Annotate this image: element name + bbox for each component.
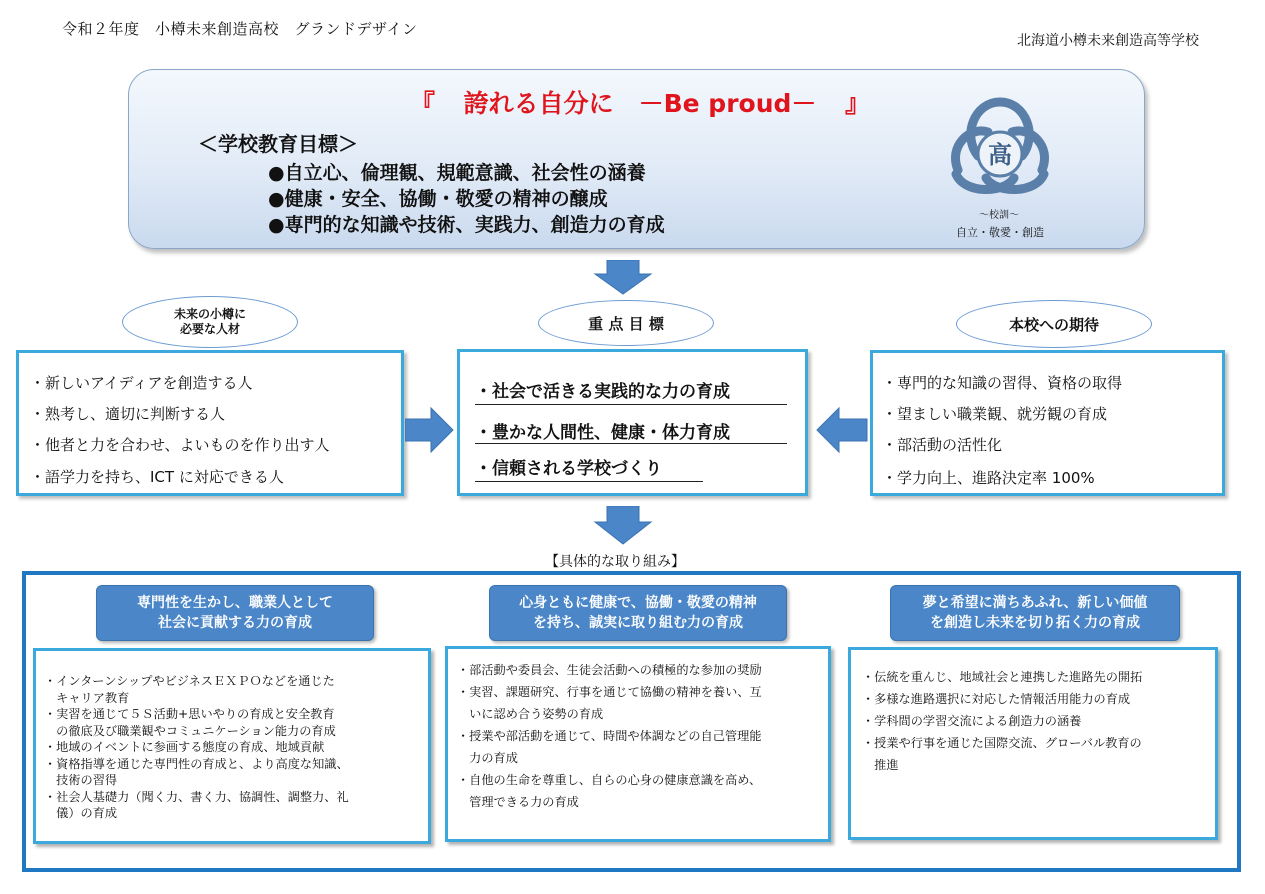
school-name: 北海道小樽未来創造高等学校 [1017, 33, 1199, 49]
detail-list [862, 666, 1142, 776]
goal-item: ●専門的な知識や技術、実践力、創造力の育成 [268, 214, 665, 236]
ellipse-left-line: 未来の小樽に [173, 307, 246, 321]
page-title: 令和２年度 小樽未来創造高校 グランドデザイン [62, 20, 418, 38]
pillar-title-health [489, 585, 787, 641]
talent-item: ・語学力を持ち、ICT に対応できる人 [30, 468, 284, 486]
ellipse-expectations [956, 300, 1152, 348]
motto [410, 84, 870, 120]
motto-text: 誇れる自分に －Be proud－ [463, 89, 817, 118]
arrow-left-icon [813, 406, 869, 456]
initiatives-heading: 【具体的な取り組み】 [545, 554, 685, 570]
priority-goal-item: ・豊かな人間性、健康・体力育成 [475, 423, 730, 443]
detail-line: ・地域のイベントに参画する態度の育成、地域貢献 [44, 740, 325, 754]
talent-item: ・新しいアイディアを創造する人 [30, 374, 253, 392]
underline [475, 481, 703, 482]
ellipse-priority-goals [538, 300, 714, 346]
detail-line: ・学科間の学習交流による創造力の涵養 [862, 714, 1082, 728]
expectation-item: ・専門的な知識の習得、資格の取得 [882, 374, 1123, 392]
expectation-item: ・部活動の活性化 [882, 436, 1003, 454]
priority-goal-item: ・社会で活きる実践的な力の育成 [475, 382, 730, 402]
ellipse-center-label: 重 点 目 標 [588, 314, 664, 333]
detail-line: ・社会人基礎力（聞く力、書く力、協調性、調整力、礼 [44, 789, 349, 804]
detail-line: 推進 [862, 758, 899, 772]
detail-line: ・授業や行事を通じた国際交流、グローバル教育の [862, 736, 1142, 750]
goal-item: ●自立心、倫理観、規範意識、社会性の涵養 [268, 162, 646, 184]
detail-line: ・伝統を重んじ、地域社会と連携した進路先の開拓 [862, 670, 1143, 684]
detail-line: キャリア教育 [44, 690, 130, 705]
arrow-right-icon [405, 406, 455, 456]
underline [475, 443, 787, 444]
goal-item: ●健康・安全、協働・敬愛の精神の醸成 [268, 188, 608, 210]
detail-line: ・実習、課題研究、行事を通じて協働の精神を養い、互 [457, 685, 762, 699]
detail-list [44, 673, 349, 822]
ellipse-left-line: 必要な人材 [179, 322, 240, 336]
priority-goal-item: ・信頼される学校づくり [475, 459, 662, 479]
pillar-title-line: 夢と希望に満ちあふれ、新しい価値 [922, 594, 1148, 611]
detail-line: 管理できる力の育成 [457, 795, 579, 809]
detail-line: ・資格指導を通じた専門性の育成と、より高度な知識、 [44, 756, 349, 771]
motto-open-bracket: 『 [410, 89, 436, 118]
detail-line: 儀）の育成 [44, 806, 118, 820]
ellipse-future-talent [122, 296, 298, 348]
detail-line: いに認め合う姿勢の育成 [457, 707, 604, 721]
arrow-down-icon [593, 260, 653, 296]
detail-line: ・多様な進路選択に対応した情報活用能力の育成 [862, 692, 1131, 706]
talent-item: ・他者と力を合わせ、よいものを作り出す人 [30, 436, 330, 454]
detail-line: ・インターンシップやビジネスＥＸＰＯなどを通じた [44, 674, 335, 688]
detail-line: 力の育成 [457, 751, 518, 765]
expectation-item: ・望ましい職業観、就労観の育成 [882, 405, 1108, 423]
detail-line: ・授業や部活動を通じて、時間や体調などの自己管理能 [457, 729, 762, 743]
detail-list [457, 659, 762, 813]
detail-line: ・自他の生命を尊重し、自らの心身の健康意識を高め、 [457, 773, 762, 787]
kunpu-title: ～校訓～ [979, 210, 1019, 221]
underline [475, 404, 787, 405]
talent-item: ・熟考し、適切に判断する人 [30, 405, 226, 423]
detail-line: ・実習を通じて５Ｓ活動+思いやりの育成と安全教育 [44, 707, 335, 721]
kunpu: 自立・敬愛・創造 [956, 226, 1044, 239]
pillar-title-line: 専門性を生かし、職業人として [137, 594, 333, 611]
pillar-title-line: を持ち、誠実に取り組む力の育成 [533, 615, 743, 631]
ellipse-right-label: 本校への期待 [1008, 315, 1099, 334]
pillar-title-line: を創造し未来を切り拓く力の育成 [930, 615, 1140, 631]
detail-line: ・部活動や委員会、生徒会活動への積極的な参加の奨励 [457, 663, 762, 677]
emblem-glyph: 高 [988, 140, 1012, 169]
goals-heading: ＜学校教育目標＞ [198, 132, 358, 156]
detail-line: の徹底及び職業観やコミュニケーション能力の育成 [44, 723, 336, 738]
school-emblem-icon [944, 96, 1056, 196]
expectation-item: ・学力向上、進路決定率 100% [882, 469, 1095, 487]
pillar-title-line: 心身ともに健康で、協働・敬愛の精神 [519, 594, 757, 611]
pillar-title-line: 社会に貢献する力の育成 [158, 615, 312, 631]
detail-line: 技術の習得 [44, 773, 118, 787]
pillar-title-professional [96, 585, 374, 641]
arrow-down-icon [593, 506, 653, 546]
pillar-title-future [890, 585, 1180, 641]
motto-close-bracket: 』 [844, 89, 870, 118]
